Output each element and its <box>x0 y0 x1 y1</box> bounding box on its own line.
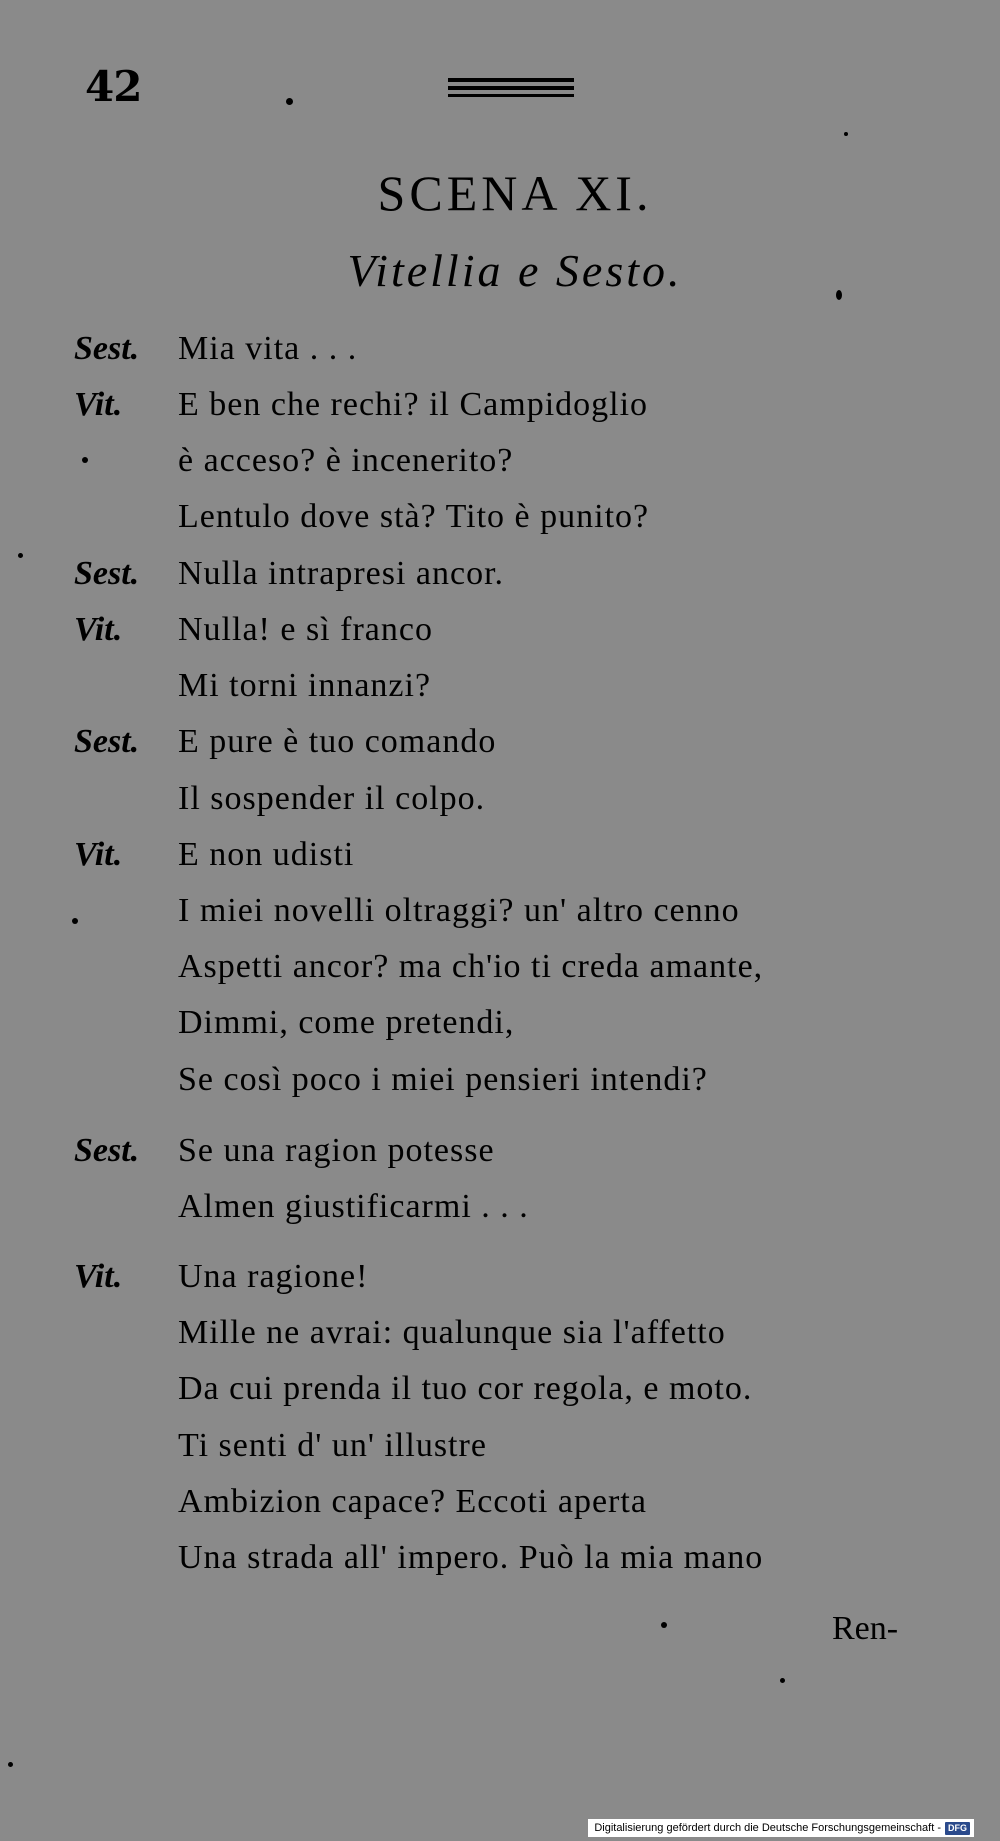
scan-speck <box>844 132 848 136</box>
speaker-label: Vit. <box>74 611 123 648</box>
verse-text: Se una ragion potesse <box>178 1132 495 1169</box>
verse-text: Nulla intrapresi ancor. <box>178 555 505 592</box>
speaker-label: Sest. <box>74 555 140 592</box>
speaker-label: Vit. <box>74 386 123 423</box>
verse-line <box>0 1132 1000 1188</box>
verse-line <box>0 836 1000 892</box>
verse-line <box>0 1483 1000 1539</box>
verse-line <box>0 948 1000 1004</box>
speaker-label: Sest. <box>74 330 140 367</box>
verse-text: Ti senti d' un' illustre <box>178 1427 487 1464</box>
verse-line <box>0 780 1000 836</box>
verse-line <box>0 611 1000 667</box>
dfg-logo-icon: DFG <box>945 1822 970 1835</box>
verse-text: I miei novelli oltraggi? un' altro cenno <box>178 892 740 929</box>
verse-line <box>0 1314 1000 1370</box>
verse-text: è acceso? è incenerito? <box>178 442 514 479</box>
scan-speck <box>661 1622 667 1628</box>
scan-speck <box>8 1762 13 1767</box>
verse-text: Mia vita . . . <box>178 330 358 367</box>
credit-text: Digitalisierung gefördert durch die Deutsche Forschungsgemeinschaft - <box>594 1822 941 1834</box>
verse-text: Dimmi, come pretendi, <box>178 1004 515 1041</box>
verse-line <box>0 555 1000 611</box>
page-number: 42 <box>85 62 142 111</box>
scene-characters: Vitellia e Sesto. <box>347 245 683 296</box>
verse-line <box>0 498 1000 554</box>
speaker-label: Sest. <box>74 1132 140 1169</box>
scene-title: SCENA XI. <box>377 165 653 221</box>
verse-text: Nulla! e sì franco <box>178 611 433 648</box>
verse-text: E non udisti <box>178 836 355 873</box>
verse-line <box>0 1370 1000 1426</box>
scan-speck <box>72 918 78 924</box>
verse-text: Da cui prenda il tuo cor regola, e moto. <box>178 1370 753 1407</box>
verse-text: Se così poco i miei pensieri intendi? <box>178 1061 708 1098</box>
speaker-label: Sest. <box>74 723 140 760</box>
digitization-credit <box>588 1819 974 1837</box>
verse-line <box>0 330 1000 386</box>
header-rule <box>448 94 574 97</box>
speaker-label: Vit. <box>74 1258 123 1295</box>
header-rule <box>448 78 574 82</box>
verse-line <box>0 667 1000 723</box>
verse-line <box>0 1258 1000 1314</box>
scan-speck <box>780 1678 785 1683</box>
verse-text: Lentulo dove stà? Tito è punito? <box>178 498 650 535</box>
speaker-label: Vit. <box>74 836 123 873</box>
verse-text: Mille ne avrai: qualunque sia l'affetto <box>178 1314 726 1351</box>
verse-text: E ben che rechi? il Campidoglio <box>178 386 649 423</box>
verse-text: Una strada all' impero. Può la mia mano <box>178 1539 764 1576</box>
scan-speck <box>18 553 23 558</box>
verse-text: E pure è tuo comando <box>178 723 497 760</box>
scan-speck <box>82 457 88 463</box>
catchword: Ren- <box>832 1610 899 1647</box>
verse-text: Ambizion capace? Eccoti aperta <box>178 1483 647 1520</box>
scan-speck <box>836 290 842 300</box>
verse-line <box>0 1427 1000 1483</box>
verse-line <box>0 1539 1000 1595</box>
verse-line <box>0 386 1000 442</box>
verse-line <box>0 723 1000 779</box>
verse-text: Almen giustificarmi . . . <box>178 1188 529 1225</box>
verse-text: Aspetti ancor? ma ch'io ti creda amante, <box>178 948 764 985</box>
verse-text: Il sospender il colpo. <box>178 780 486 817</box>
verse-line <box>0 1188 1000 1244</box>
verse-line <box>0 892 1000 948</box>
verse-line <box>0 1004 1000 1060</box>
verse-line <box>0 1061 1000 1117</box>
verse-text: Una ragione! <box>178 1258 369 1295</box>
verse-text: Mi torni innanzi? <box>178 667 432 704</box>
verse-line <box>0 442 1000 498</box>
header-rule <box>448 86 574 90</box>
scan-speck <box>286 98 293 105</box>
